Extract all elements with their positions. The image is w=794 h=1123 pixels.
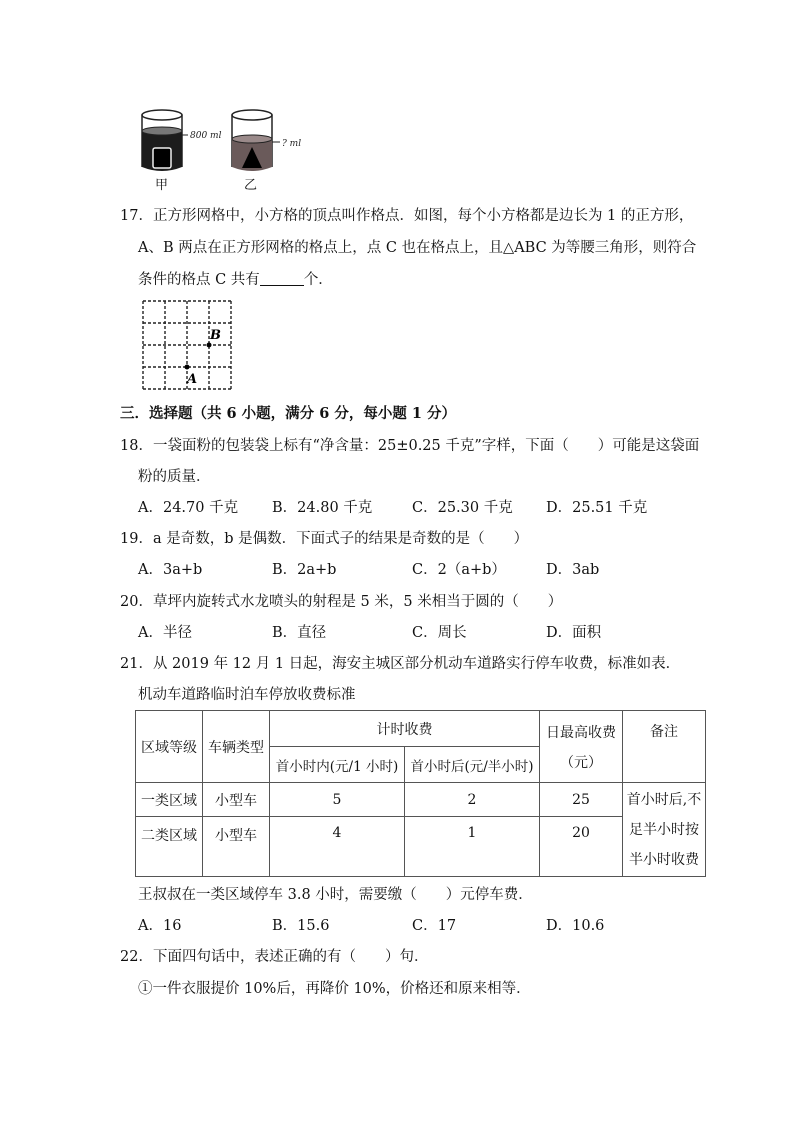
q21-question: 王叔叔在一类区域停车 3.8 小时，需要缴（ ）元停车费． [138, 887, 533, 903]
grid-figure [138, 296, 238, 392]
th-zone: 区域等级 [136, 711, 203, 783]
th-note: 备注 [623, 711, 706, 783]
cup-jia-volume: 800 ml [190, 131, 222, 141]
th-daily-max-line1: 日最高收费 [546, 724, 616, 741]
cell-vehicle: 小型车 [203, 783, 270, 817]
cell-note [623, 783, 706, 877]
th-after-first: 首小时后(元/半小时) [405, 747, 540, 783]
cup-jia-label: 甲 [155, 178, 169, 193]
cell-zone: 一类区域 [136, 783, 203, 817]
cell-zone: 二类区域 [136, 817, 203, 877]
q20-option-d[interactable]: D．面积 [546, 625, 602, 641]
q20-option-b[interactable]: B．直径 [272, 625, 327, 641]
q18-option-b[interactable]: B．24.80 千克 [272, 500, 373, 516]
q18-line1: 18．一袋面粉的包装袋上标有“净含量：25±0.25 千克”字样，下面（ ）可能是这袋面 [120, 438, 700, 454]
point-b-dot [207, 343, 212, 348]
cell-vehicle: 小型车 [203, 817, 270, 877]
th-vehicle: 车辆类型 [203, 711, 270, 783]
cell-after-first: 2 [405, 783, 540, 817]
q19-option-b[interactable]: B．2a+b [272, 562, 337, 578]
q18-option-a[interactable]: A．24.70 千克 [138, 500, 239, 516]
table-row [136, 783, 706, 817]
q21-table-title: 机动车道路临时泊车停放收费标准 [138, 687, 356, 703]
section-heading: 三．选择题（共 6 小题，满分 6 分，每小题 1 分） [120, 405, 457, 422]
cell-daily-max: 20 [540, 817, 623, 877]
th-timed: 计时收费 [270, 711, 540, 747]
q21-option-d[interactable]: D．10.6 [546, 918, 605, 934]
q19-line1: 19．a 是奇数，b 是偶数．下面式子的结果是奇数的是（ ） [120, 531, 529, 547]
note-line-1: 首小时后,不 [626, 791, 702, 808]
note-line-2: 足半小时按 [629, 821, 699, 838]
fee-table [135, 710, 706, 877]
q20-line1: 20．草坪内旋转式水龙喷头的射程是 5 米，5 米相当于圆的（ ） [120, 594, 563, 610]
q17-line3 [138, 270, 333, 290]
q22-line1: 22．下面四句话中，表述正确的有（ ）句． [120, 949, 429, 965]
th-first-hour: 首小时内(元/1 小时) [270, 747, 405, 783]
cup-jia [142, 110, 182, 171]
q21-line1: 21．从 2019 年 12 月 1 日起，海安主城区部分机动车道路实行停车收费，标准如表． [120, 656, 681, 672]
q21-option-b[interactable]: B．15.6 [272, 918, 330, 934]
q17-line2: A、B 两点在正方形网格的格点上，点 C 也在格点上，且△ABC 为等腰三角形，则符合 [138, 240, 697, 256]
q21-option-a[interactable]: A．16 [138, 918, 182, 934]
th-daily-max [540, 711, 623, 783]
cup-yi-label: 乙 [244, 178, 258, 193]
cup-yi-volume: ? ml [282, 139, 302, 149]
table-row [136, 817, 706, 877]
q20-option-c[interactable]: C．周长 [412, 625, 467, 641]
q19-option-d[interactable]: D．3ab [546, 562, 600, 578]
note-line-3: 半小时收费 [629, 851, 699, 868]
point-a-label: A [187, 372, 198, 387]
q22-item1: ①一件衣服提价 10%后，再降价 10%，价格还和原来相等． [138, 981, 531, 997]
th-daily-max-line2: （元） [560, 754, 602, 771]
q17-line1: 17．正方形网格中，小方格的顶点叫作格点．如图，每个小方格都是边长为 1 的正方形， [120, 208, 694, 224]
point-b-label: B [210, 328, 221, 343]
point-a-dot [185, 365, 190, 370]
q17-line3-text: 条件的格点 C 共有 [138, 272, 260, 288]
q19-option-a[interactable]: A．3a+b [138, 562, 203, 578]
q18-option-d[interactable]: D．25.51 千克 [546, 500, 648, 516]
q18-option-c[interactable]: C．25.30 千克 [412, 500, 513, 516]
q17-line3-end: 个． [303, 272, 333, 288]
cups-figure [130, 105, 320, 195]
q20-option-a[interactable]: A．半径 [138, 625, 192, 641]
q19-option-c[interactable]: C．2（a+b） [412, 562, 506, 578]
cell-first-hour: 5 [270, 783, 405, 817]
cup-yi [232, 110, 272, 171]
q21-option-c[interactable]: C．17 [412, 918, 457, 934]
cell-first-hour: 4 [270, 817, 405, 877]
q18-line2: 粉的质量． [138, 469, 211, 485]
cell-daily-max: 25 [540, 783, 623, 817]
cell-after-first: 1 [405, 817, 540, 877]
answer-blank [260, 271, 304, 286]
